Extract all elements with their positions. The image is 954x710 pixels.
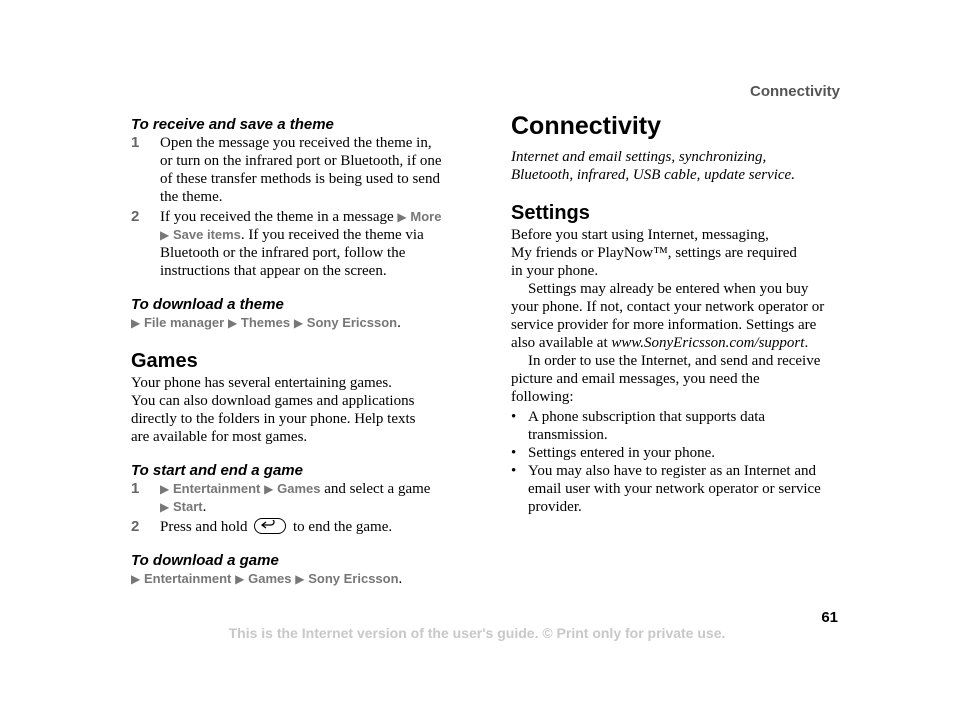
- step-1-start-game: [131, 480, 461, 520]
- procedure-heading-start-end-game: To start and end a game: [131, 462, 303, 479]
- text-line: Internet and email settings, synchronizing,: [511, 149, 767, 165]
- menu-arrow-icon: ▶: [397, 210, 407, 224]
- menu-path-item: Sony Ericsson: [306, 315, 398, 330]
- step-number: 1: [131, 480, 140, 497]
- settings-paragraph-3: [511, 352, 841, 406]
- punctuation: .: [202, 499, 207, 515]
- menu-arrow-icon: ▶: [160, 228, 170, 242]
- section-heading-games: Games: [131, 350, 198, 372]
- text-line: service provider for more information. Settings are: [511, 317, 817, 333]
- menu-path-item: Entertainment: [172, 481, 261, 496]
- text-line: A phone subscription that supports data: [528, 409, 766, 425]
- games-paragraph: [131, 374, 461, 446]
- settings-paragraph-2: [511, 280, 841, 352]
- text-line: Settings may already be entered when you buy: [528, 281, 809, 297]
- menu-arrow-icon: ▶: [264, 482, 274, 496]
- menu-arrow-icon: ▶: [227, 316, 238, 330]
- punctuation: .: [398, 571, 403, 587]
- text-line: Before you start using Internet, messaging,: [511, 227, 769, 243]
- menu-path-item: Sony Ericsson: [308, 571, 399, 586]
- section-heading-settings: Settings: [511, 202, 590, 224]
- text-line: Your phone has several entertaining games.: [131, 375, 392, 391]
- punctuation: .: [804, 335, 809, 351]
- bullet-item: [511, 462, 841, 522]
- text-line: and select a game: [320, 481, 431, 497]
- text-line: the theme.: [160, 189, 223, 205]
- text-line: to end the game.: [293, 519, 393, 535]
- text-line: also available at: [511, 335, 612, 351]
- step-2-receive-theme: [131, 208, 461, 288]
- text-line: provider.: [528, 499, 582, 515]
- support-url: www.SonyEricsson.com/support: [611, 335, 805, 351]
- text-line: of these transfer methods is being used to send: [160, 171, 440, 187]
- menu-arrow-icon: ▶: [131, 316, 141, 330]
- text-line: or turn on the infrared port or Bluetooth, if one: [160, 153, 442, 169]
- text-line: email user with your network operator or service: [528, 481, 821, 497]
- menu-path-item: Save items: [172, 227, 241, 242]
- text-line: transmission.: [528, 427, 608, 443]
- menu-arrow-icon: ▶: [160, 482, 170, 496]
- chapter-intro: [511, 148, 841, 184]
- text-line: My friends or PlayNow™, settings are required: [511, 245, 797, 261]
- menu-arrow-icon: ▶: [160, 500, 170, 514]
- step-number: 2: [131, 518, 140, 535]
- menu-path-item: Themes: [240, 315, 291, 330]
- punctuation: .: [397, 315, 401, 331]
- text-line: Settings entered in your phone.: [528, 445, 716, 461]
- menu-path-item: Start: [172, 499, 203, 514]
- bullet-item: [511, 408, 841, 448]
- text-line: directly to the folders in your phone. Help texts: [131, 411, 416, 427]
- text-line: Bluetooth, infrared, USB cable, update service.: [511, 167, 795, 183]
- menu-arrow-icon: ▶: [295, 572, 305, 586]
- menu-path-download-game: [131, 570, 461, 588]
- procedure-heading-download-theme: To download a theme: [131, 296, 284, 313]
- text-line: Open the message you received the theme in,: [160, 135, 432, 151]
- menu-path-item: Games: [248, 571, 292, 586]
- footer-notice: This is the Internet version of the user's guide. © Print only for private use.: [228, 625, 726, 641]
- text-line: You can also download games and applications: [131, 393, 415, 409]
- bullet-icon: •: [511, 409, 517, 425]
- step-number: 1: [131, 134, 140, 151]
- bullet-item: [511, 444, 841, 464]
- bullet-icon: •: [511, 463, 517, 479]
- text-line: picture and email messages, you need the: [511, 371, 760, 387]
- text-line: If you received the theme in a message: [160, 209, 394, 225]
- step-number: 2: [131, 208, 140, 225]
- procedure-heading-download-game: To download a game: [131, 552, 279, 569]
- text-line: instructions that appear on the screen.: [160, 263, 387, 279]
- menu-path-item: File manager: [143, 315, 225, 330]
- menu-arrow-icon: ▶: [131, 572, 141, 586]
- text-line: your phone. If not, contact your network operator or: [511, 299, 825, 315]
- bullet-icon: •: [511, 445, 517, 461]
- text-line: You may also have to register as an Internet and: [528, 463, 816, 479]
- text-line: in your phone.: [511, 263, 599, 279]
- text-line: Press and hold: [160, 519, 248, 535]
- text-line: . If you received the theme via: [240, 227, 424, 243]
- text-line: In order to use the Internet, and send and receive: [528, 353, 821, 369]
- chapter-title: Connectivity: [511, 112, 662, 140]
- menu-arrow-icon: ▶: [293, 316, 304, 330]
- text-line: are available for most games.: [131, 429, 308, 445]
- menu-path-item: More: [410, 209, 442, 224]
- menu-path-item: Entertainment: [143, 571, 232, 586]
- text-line: Bluetooth or the infrared port, follow the: [160, 245, 406, 261]
- settings-paragraph-1: [511, 226, 841, 280]
- page-number: 61: [821, 609, 838, 626]
- menu-path-download-theme: [131, 314, 461, 332]
- running-header: Connectivity: [749, 83, 840, 100]
- procedure-heading-receive-theme: To receive and save a theme: [131, 116, 334, 133]
- back-key-icon: [254, 518, 286, 534]
- step-1-receive-theme: [131, 134, 461, 214]
- step-2-end-game: [131, 518, 461, 538]
- text-line: following:: [511, 389, 574, 405]
- menu-path-item: Games: [277, 481, 321, 496]
- menu-arrow-icon: ▶: [235, 572, 245, 586]
